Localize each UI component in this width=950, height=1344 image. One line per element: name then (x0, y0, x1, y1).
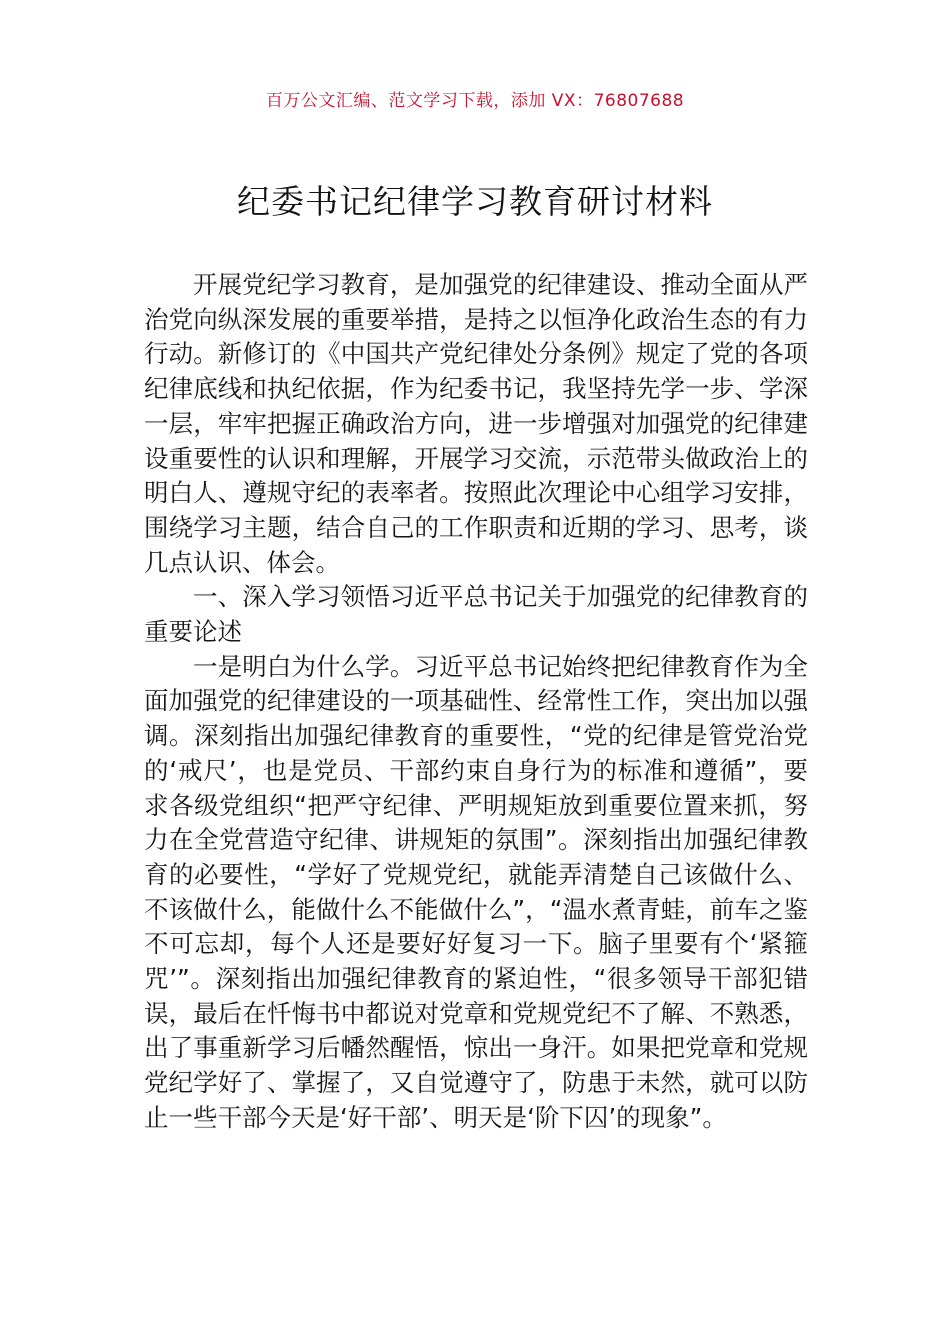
intro-paragraph: 开展党纪学习教育，是加强党的纪律建设、推动全面从严治党向纵深发展的重要举措，是持之以恒净化政治生态的有力行动。新修订的《中国共产党纪律处分条例》规定了党的各项纪律底线和执纪依据，作为纪委书记，我坚持先学一步、学深一层，牢牢把握正确政治方向，进一步增强对加强党的纪律建设重要性的认识和理解，开展学习交流，示范带头做政治上的明白人、遵规守纪的表率者。按照此次理论中心组学习安排，围绕学习主题，结合自己的工作职责和近期的学习、思考，谈几点认识、体会。 (144, 270, 808, 577)
body-paragraph: 一是明白为什么学。习近平总书记始终把纪律教育作为全面加强党的纪律建设的一项基础性、经常性工作，突出加以强调。深刻指出加强纪律教育的重要性，“党的纪律是管党治党的‘戒尺’，也是党员、干部约束自身行为的标准和遵循”，要求各级党组织“把严守纪律、严明规矩放到重要位置来抓，努力在全党营造守纪律、讲规矩的氛围”。深刻指出加强纪律教育的必要性，“学好了党规党纪，就能弄清楚自己该做什么、不该做什么，能做什么不能做什么”，“温水煮青蛙，前车之鉴不可忘却，每个人还是要好好复习一下。脑子里要有个‘紧箍咒’”。深刻指出加强纪律教育的紧迫性，“很多领导干部犯错误，最后在忏悔书中都说对党章和党规党纪不了解、不熟悉，出了事重新学习后幡然醒悟，惊出一身汗。如果把党章和党规党纪学好了、掌握了，又自觉遵守了，防患于未然，就可以防止一些干部今天是‘好干部’、明天是‘阶下囚’的现象”。 (144, 651, 809, 1132)
header-note: 百万公文汇编、范文学习下载，添加 VX：76807688 (265, 91, 685, 111)
document-body (144, 268, 808, 1136)
document-title: 纪委书记纪律学习教育研讨材料 (237, 182, 713, 221)
section-heading: 一、深入学习领悟习近平总书记关于加强党的纪律教育的重要论述 (144, 582, 808, 647)
